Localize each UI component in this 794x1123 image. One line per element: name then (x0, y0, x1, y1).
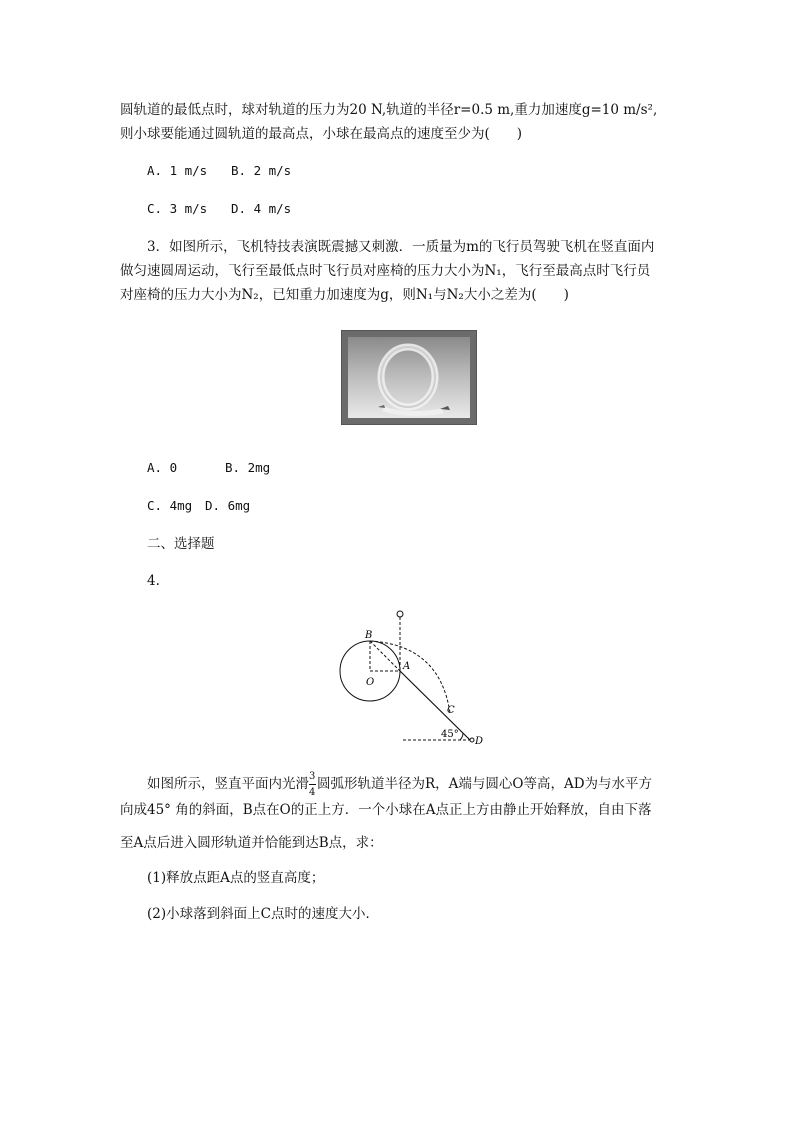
q4-stem-line2: 向成45° 角的斜面，B点在O的正上方．一个小球在A点正上方由静止开始释放，自由下落 (120, 802, 652, 818)
q3-stem-line1: 3．如图所示，飞机特技表演既震撼又刺激．一质量为m的飞行员驾驶飞机在竖直面内 (147, 239, 655, 255)
q4-stem-line1 (147, 770, 653, 798)
q2-stem-line1: 圆轨道的最低点时，球对轨道的压力为20 N,轨道的半径r=0.5 m,重力加速度g=10 m/s², (120, 102, 658, 118)
q4-diagram (335, 603, 495, 748)
q4-subquestion-1: (1)释放点距A点的竖直高度； (147, 870, 325, 886)
label-c: C (447, 705, 455, 716)
fraction-denominator: 4 (309, 786, 316, 798)
q3-option-b: B. 2mg (225, 460, 271, 475)
q4-stem-line3: 至A点后进入圆形轨道并恰能到达B点，求： (120, 835, 383, 851)
release-ball (397, 611, 403, 617)
section-title: 二、选择题 (147, 536, 215, 552)
label-d: D (475, 736, 484, 747)
label-angle: 45° (441, 729, 459, 740)
label-b: B (365, 630, 373, 641)
q4-number: 4. (147, 573, 160, 589)
q2-option-d: D. 4 m/s (231, 201, 292, 216)
label-o: O (366, 677, 375, 688)
q2-stem-line2: 则小球要能通过圆轨道的最高点，小球在最高点的速度至少为( ) (120, 126, 523, 142)
q3-option-c: C. 4mg (147, 498, 193, 513)
smoke-loop-image (348, 337, 472, 420)
q2-option-b: B. 2 m/s (231, 163, 292, 178)
trajectory-arc (370, 641, 450, 713)
q3-option-a: A. 0 (147, 460, 178, 475)
fraction-numerator: 3 (309, 770, 316, 782)
q4-stem-line1-pre: 如图所示，竖直平面内光滑 (147, 776, 309, 792)
q4-subquestion-2: (2)小球落到斜面上C点时的速度大小． (147, 906, 379, 922)
q3-option-d: D. 6mg (205, 498, 251, 513)
label-a: A (403, 661, 411, 672)
q4-stem-line1-post: 圆弧形轨道半径为R，A端与圆心O等高，AD为与水平方 (317, 776, 653, 792)
q3-stem-line2: 做匀速圆周运动，飞行至最低点时飞行员对座椅的压力大小为N₁，飞行至最高点时飞行员 (120, 263, 651, 279)
q2-option-a: A. 1 m/s (147, 163, 208, 178)
q3-stem-line3: 对座椅的压力大小为N₂，已知重力加速度为g，则N₁与N₂大小之差为( ) (120, 287, 569, 303)
fraction-three-quarters (309, 770, 317, 798)
q2-option-c: C. 3 m/s (147, 201, 208, 216)
incline-ad (400, 671, 470, 740)
airshow-photo (341, 330, 477, 425)
